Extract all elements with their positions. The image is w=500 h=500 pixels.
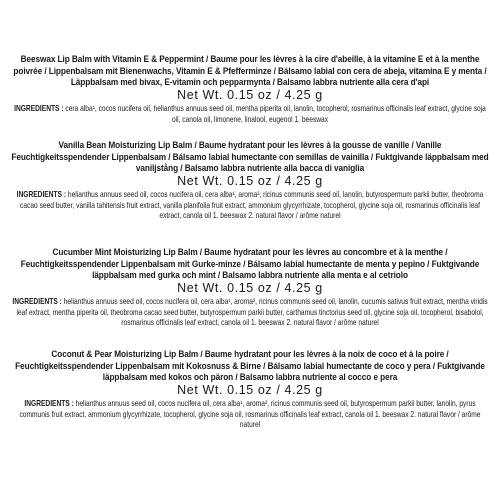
product-block-vanilla: [10, 140, 490, 221]
ingredients-text: cera alba¹, cocos nucifera oil, helianthus annuus seed oil, mentha piperita oil, lanolin, tocopherol, rosmarinus officinalis leaf extract, glycine soja oil, canola oil, limonene, linalool, eugenol 1. beeswax: [65, 103, 486, 124]
ingredients-text: helianthus annuus seed oil, cocos nucifera oil, cera alba¹, aroma², ricinus communis seed oil, lanolin, cucumis sativus fruit extract, mentha viridis leaf extract, mentha piperita oil, theobroma cacao seed butter, butyrospermum parkii butter, carthamus tinctorius seed oil, glycine soja oil, tocopherol, bisabolol, rosmarinus officinalis leaf extract, canola oil 1. beeswax 2. natural flavor / arôme naturel: [16, 296, 488, 328]
ingredients-label: INGREDIENTS :: [12, 296, 62, 307]
ingredients-list: [10, 398, 490, 429]
product-title: Beeswax Lip Balm with Vitamin E & Peppermint / Baume pour les lèvres à la cire d'abeille, à la vitamine E et à la menthe poivrée / Lippenbalsam mit Bienenwachs, Vitamin E & Pfefferminze / Bálsamo labial con cera de abeja, vitamina E y menta / Läppbalsam med bivax, E-vitamin och pepparmynta / Balsamo labbra nutriente alla cera d'api: [13, 54, 487, 89]
net-weight: Net Wt. 0.15 oz / 4.25 g: [177, 382, 323, 397]
ingredients-label: INGREDIENTS :: [24, 398, 74, 409]
product-title: Cucumber Mint Moisturizing Lip Balm / Baume hydratant pour les lèvres au concombre et à la menthe / Feuchtigkeitsspendender Lippenbalsam mit Gurke-minze / Bálsamo labial humectante de menta y pepino / Fuktgivande läppbalsam med gurka och mint / Balsamo labbra nutriente alla menta e al cetriolo: [20, 247, 480, 282]
product-title: Vanilla Bean Moisturizing Lip Balm / Baume hydratant pour les lèvres à la gousse de vanille / Vanille Feuchtigkeitsspendender Lippenbalsam / Bálsamo labial humectante con semillas de vainilla / Fuktgivande läppbalsam med vaniljstång / Balsamo labbra nutriente alla bacca di vaniglia: [11, 140, 489, 175]
product-block-beeswax: [10, 54, 490, 124]
net-weight: Net Wt. 0.15 oz / 4.25 g: [177, 280, 323, 295]
product-block-coconut-pear: [10, 349, 490, 430]
ingredients-text: helianthus annuus seed oil, cocos nucifera oil, cera alba¹, aroma², ricinus communis seed oil, lanolin, butyrospermum parkii butter, theobroma cacao seed butter, vanilla tahitensis fruit extract, vanilla planifolia fruit extract, ammonium glycyrrhizate, tocopherol, glycine soja oil, rosmarinus officinalis leaf extract, canola oil 1. beeswax 2. natural flavor / arôme naturel: [20, 189, 484, 221]
ingredients-text: helianthus annuus seed oil, cocos nucifera oil, cera alba¹, aroma², ricinus communis seed oil, butyrospermum parkii butter, lanolin, pyrus communis fruit extract, ammonium glycyrrhizate, tocopherol, glycine soja oil, rosmarinus officinalis leaf extract, canola oil 1. beeswax 2. natural flavor / arôme naturel: [19, 398, 481, 430]
ingredients-label: INGREDIENTS :: [16, 189, 67, 200]
product-title: Coconut & Pear Moisturizing Lip Balm / Baume hydratant pour les lèvres à la noix de coco et à la poire / Feuchtigkeitsspendender Lippenbalsam mit Kokosnuss & Birne / Bálsamo labial humectante de coco y pera / Fuktgivande läppbalsam med kokos och päron / Balsamo labbra nutriente al cocco e pera: [15, 349, 485, 384]
ingredients-list: [10, 189, 490, 220]
net-weight: Net Wt. 0.15 oz / 4.25 g: [177, 87, 323, 102]
ingredients-label: INGREDIENTS :: [14, 103, 64, 114]
product-block-cucumber-mint: [10, 247, 490, 328]
net-weight: Net Wt. 0.15 oz / 4.25 g: [177, 173, 323, 188]
ingredients-list: [10, 296, 490, 327]
ingredients-list: [10, 103, 490, 124]
